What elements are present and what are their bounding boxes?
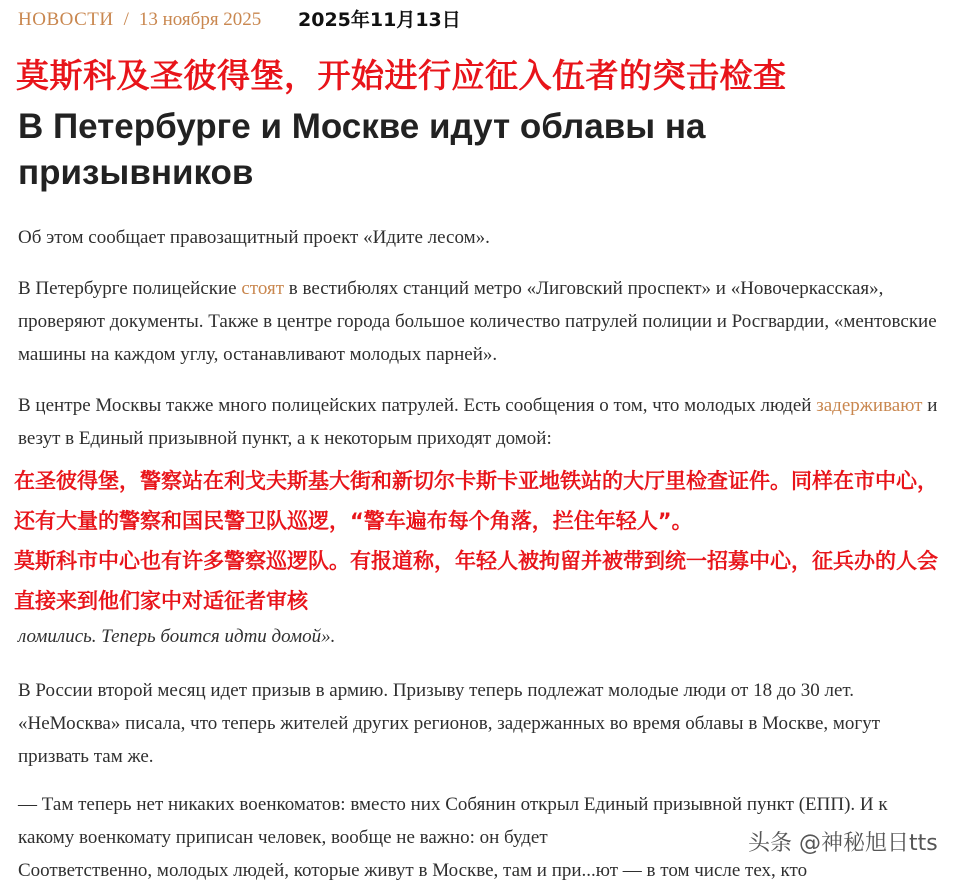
link-stoyat[interactable]: стоят <box>241 278 285 299</box>
translation-block-2: 莫斯科市中心也有许多警察巡逻队。有报道称，年轻人被拘留并被带到统一招募中心，征兵办的人会直接来到他们家中对适征者审核 <box>14 549 938 613</box>
translation-block-1: 在圣彼得堡，警察站在利戈夫斯基大街和新切尔卡斯卡亚地铁站的大厅里检查证件。同样在市中心，还有大量的警察和国民警卫队巡逻，“警车遍布每个角落，拦住年轻人”。 <box>14 469 938 533</box>
paragraph-text: В центре Москвы также много полицейских патрулей. Есть сообщения о том, что молодых людей <box>18 395 817 416</box>
meta-row <box>18 6 261 34</box>
publish-date: 13 ноября 2025 <box>138 9 262 30</box>
headline-ru: В Петербурге и Москве идут облавы на призывников <box>18 107 706 192</box>
link-zaderzhivayut[interactable]: задерживают <box>816 395 923 416</box>
paragraph-text: и везут в Единый призывной пункт, а к некоторым приходят домой: <box>18 395 938 449</box>
paragraph-quote: — Там теперь нет никаких военкоматов: вместо них Собянин открыл Единый призывной пункт (ЕПП). И к какому военкомату приписан человек, вообще не важно: он будет <box>18 794 888 848</box>
quote-tail: ломились. Теперь боится идти домой». <box>18 626 336 647</box>
paragraph-moscow <box>18 389 948 455</box>
meta-separator: / <box>123 9 129 30</box>
watermark: 头条 @神秘旭日tts <box>744 826 942 857</box>
paragraph-petersburg <box>18 272 948 371</box>
paragraph-text: В Петербурге полицейские <box>18 278 242 299</box>
publish-date-cn: 2025年11月13日 <box>298 9 461 31</box>
paragraph-source: Об этом сообщает правозащитный проект «Идите лесом». <box>18 227 490 248</box>
category-link[interactable]: НОВОСТИ <box>18 9 114 30</box>
headline-cn: 莫斯科及圣彼得堡，开始进行应征入伍者的突击检查 <box>16 56 787 95</box>
paragraph-conscription: В России второй месяц идет призыв в армию. Призыву теперь подлежат молодые люди от 18 до 30 лет. «НеМосква» писала, что теперь жителей других регионов, задержанных во время облавы в Москве, могут призвать там же. <box>18 680 881 767</box>
paragraph-text: в вестибюлях станций метро «Лиговский проспект» и «Новочеркасская», проверяют документы. Также в центре города большое количество патрулей полиции и Росгвардии, «ментовские машины на каждом углу, останавливают молодых парней». <box>18 278 937 365</box>
paragraph-quote-continued: Соответственно, молодых людей, которые живут в Москве, там и при...ют — в том числе тех, кто <box>18 860 808 881</box>
